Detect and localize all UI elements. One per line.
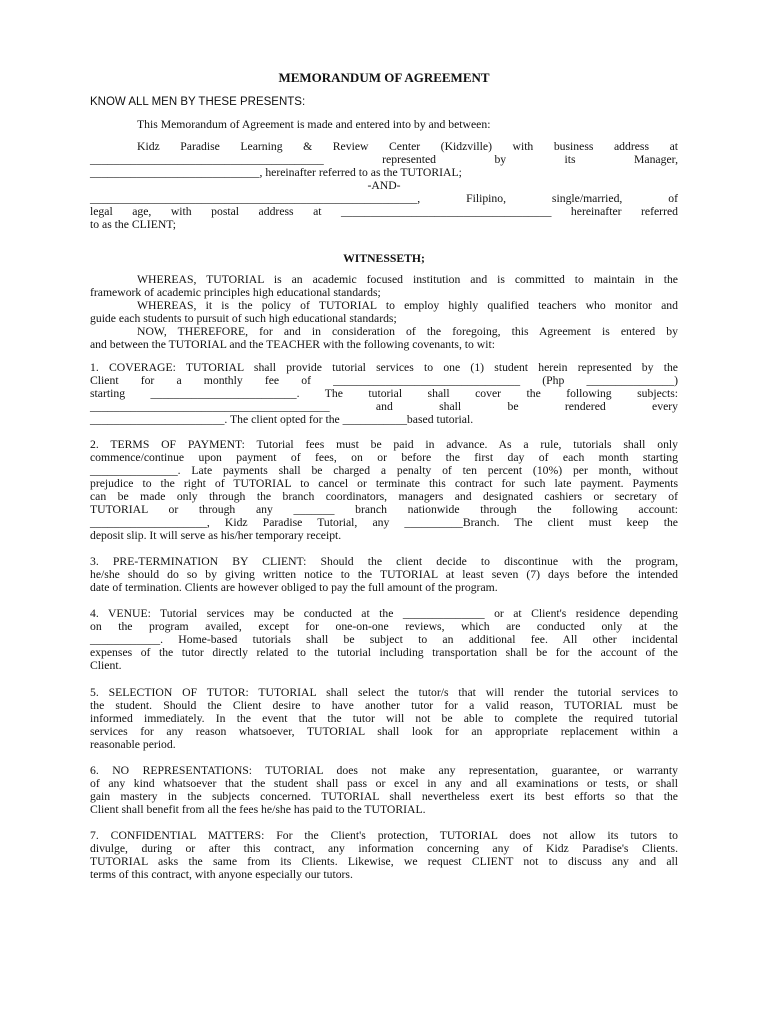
- section-payment: _______________. Late payments shall be charged a penalty of ten percent (10%) per month, without: [90, 464, 678, 477]
- section-venue: on the program availed, except for one-on-one reviews, which are conducted only at the: [90, 620, 678, 633]
- preamble: KNOW ALL MEN BY THESE PRESENTS:: [90, 96, 306, 108]
- whereas-line: framework of academic principles high educational standards;: [90, 286, 381, 299]
- party-line: Kidz Paradise Learning & Review Center (Kidzville) with business address at: [137, 140, 678, 153]
- section-payment: TUTORIAL or through any _______ branch nationwide through the following account:: [90, 503, 678, 516]
- section-confidential: TUTORIAL asks the same from its Clients. Likewise, we request CLIENT not to discuss any and all: [90, 855, 678, 868]
- whereas-line: WHEREAS, it is the policy of TUTORIAL to employ highly qualified teachers who monitor and: [137, 299, 678, 312]
- therefore-line: NOW, THEREFORE, for and in consideration of the foregoing, this Agreement is entered by: [137, 325, 678, 338]
- section-venue: 4. VENUE: Tutorial services may be conducted at the ______________ or at Client's residence depending: [90, 607, 678, 620]
- party-line: legal age, with postal address at ____________________________________ hereinafter referred: [90, 205, 678, 218]
- section-coverage: _______________________. The client opted for the ___________based tutorial.: [90, 413, 474, 426]
- section-pre-termination: he/she should do so by giving written notice to the TUTORIAL at least seven (7) days before the intended: [90, 568, 678, 581]
- section-confidential: divulge, during or after this contract, any information concerning any of Kidz Paradise's Clients.: [90, 842, 678, 855]
- section-payment: deposit slip. It will serve as his/her temporary receipt.: [90, 529, 342, 542]
- section-payment: commence/continue upon payment of fees, on or before the first day of each month starting: [90, 451, 678, 464]
- party-line: ________________________________________ represented by its Manager,: [90, 153, 678, 166]
- section-coverage: Client for a monthly fee of ________________________________ (Php _______________): [90, 374, 678, 387]
- section-payment: can be made only through the branch coordinators, managers and designated cashiers or secretary of: [90, 490, 678, 503]
- section-confidential: 7. CONFIDENTIAL MATTERS: For the Client's protection, TUTORIAL does not allow its tutors to: [90, 829, 678, 842]
- section-venue: expenses of the tutor directly related to the tutorial including transportation shall be for the account of the: [90, 646, 678, 659]
- section-confidential: terms of this contract, with anyone especially our tutors.: [90, 868, 353, 881]
- section-coverage: 1. COVERAGE: TUTORIAL shall provide tutorial services to one (1) student herein represented by the: [90, 361, 678, 374]
- party-line: ________________________________________________________, Filipino, single/married, of: [90, 192, 678, 205]
- section-representations: gain mastery in the subjects concerned. TUTORIAL shall nevertheless exert its best efforts so that the: [90, 790, 678, 803]
- section-coverage: _________________________________________ and shall be rendered every: [90, 400, 678, 413]
- section-pre-termination: 3. PRE-TERMINATION BY CLIENT: Should the client decide to discontinue with the program,: [90, 555, 678, 568]
- section-payment: prejudice to the right of TUTORIAL to cancel or terminate this contract for such late payment. Payments: [90, 477, 678, 490]
- section-selection: reasonable period.: [90, 738, 176, 751]
- section-selection: the student. Should the Client desire to have another tutor for a valid reason, TUTORIAL must be: [90, 699, 678, 712]
- party-line: _____________________________, hereinafter referred to as the TUTORIAL;: [90, 166, 462, 179]
- section-payment: ____________________, Kidz Paradise Tutorial, any __________Branch. The client must keep the: [90, 516, 678, 529]
- intro-line: This Memorandum of Agreement is made and entered into by and between:: [137, 118, 491, 131]
- whereas-line: WHEREAS, TUTORIAL is an academic focused institution and is committed to maintain in the: [137, 273, 678, 286]
- section-payment: 2. TERMS OF PAYMENT: Tutorial fees must be paid in advance. As a rule, tutorials shall only: [90, 438, 678, 451]
- section-venue: Client.: [90, 659, 122, 672]
- section-representations: 6. NO REPRESENTATIONS: TUTORIAL does not make any representation, guarantee, or warranty: [90, 764, 678, 777]
- section-selection: informed immediately. In the event that the tutor will not be able to complete the required tutorial: [90, 712, 678, 725]
- and-separator: -AND-: [367, 179, 401, 192]
- section-representations: Client shall benefit from all the fees he/she has paid to the TUTORIAL.: [90, 803, 426, 816]
- section-coverage: starting _________________________. The tutorial shall cover the following subjects:: [90, 387, 678, 400]
- witnesseth-heading: WITNESSETH;: [343, 252, 425, 265]
- section-selection: 5. SELECTION OF TUTOR: TUTORIAL shall select the tutor/s that will render the tutorial services to: [90, 686, 678, 699]
- whereas-line: guide each students to pursuit of such high educational standards;: [90, 312, 397, 325]
- section-venue: ____________. Home-based tutorials shall be subject to an additional fee. All other incidental: [90, 633, 678, 646]
- section-pre-termination: date of termination. Clients are however obliged to pay the full amount of the program.: [90, 581, 498, 594]
- therefore-line: and between the TUTORIAL and the TEACHER with the following covenants, to wit:: [90, 338, 495, 351]
- document-title: MEMORANDUM OF AGREEMENT: [278, 70, 490, 85]
- party-line: to as the CLIENT;: [90, 218, 177, 231]
- section-representations: of any kind whatsoever that the student shall pass or excel in any and all examinations or tests, or shall: [90, 777, 678, 790]
- section-selection: services for any reason whatsoever, TUTORIAL shall look for an appropriate replacement within a: [90, 725, 678, 738]
